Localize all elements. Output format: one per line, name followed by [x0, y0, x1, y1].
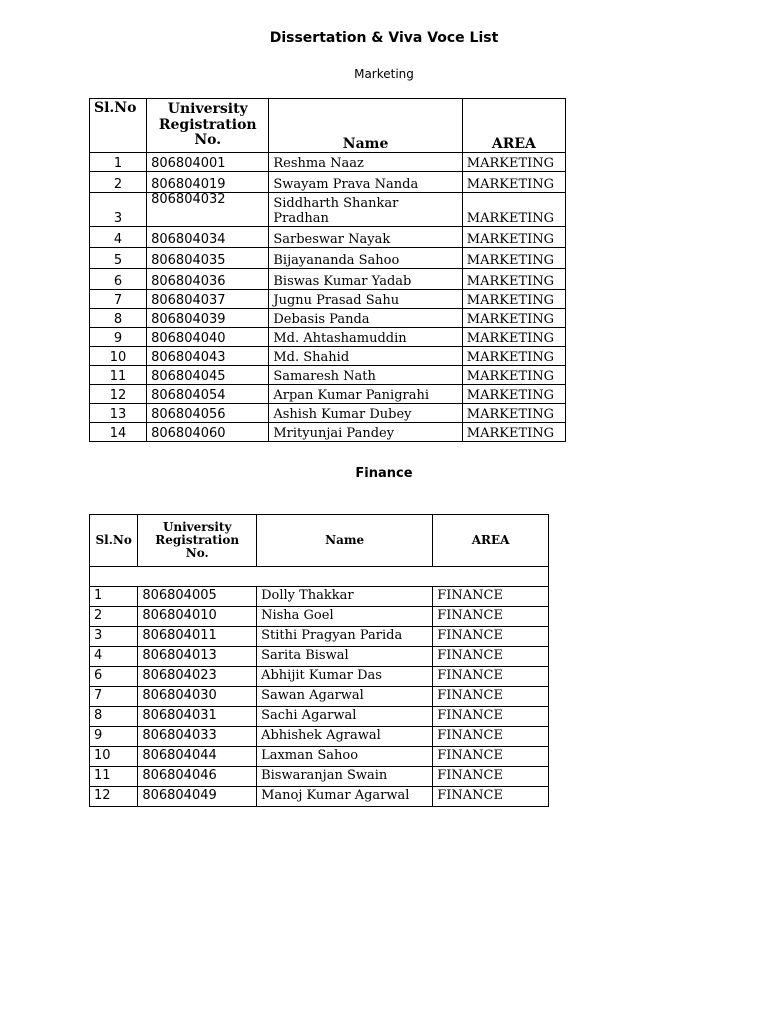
name-cell: Debasis Panda — [269, 309, 462, 328]
header-name: Name — [257, 515, 433, 567]
table-row — [90, 172, 566, 193]
name-cell: Dolly Thakkar — [257, 587, 433, 607]
sl-cell: 5 — [90, 248, 147, 269]
header-registration-no: University Registration No. — [147, 99, 269, 153]
table-row — [90, 687, 549, 707]
name-cell: Abhishek Agrawal — [257, 727, 433, 747]
area-cell: MARKETING — [462, 269, 565, 290]
table-row — [90, 366, 566, 385]
marketing-header-row — [90, 99, 566, 153]
sl-cell: 14 — [90, 423, 147, 442]
registration-cell: 806804043 — [147, 347, 269, 366]
registration-cell: 806804010 — [138, 607, 257, 627]
sl-cell: 9 — [90, 727, 138, 747]
area-cell: FINANCE — [433, 747, 549, 767]
registration-cell: 806804011 — [138, 627, 257, 647]
sl-cell: 9 — [90, 328, 147, 347]
sl-cell: 8 — [90, 707, 138, 727]
sl-cell: 4 — [90, 227, 147, 248]
name-cell: Md. Ahtashamuddin — [269, 328, 462, 347]
table-row — [90, 787, 549, 807]
registration-cell: 806804054 — [147, 385, 269, 404]
name-cell: Biswaranjan Swain — [257, 767, 433, 787]
area-cell: MARKETING — [462, 193, 565, 227]
registration-cell: 806804040 — [147, 328, 269, 347]
sl-cell: 6 — [90, 667, 138, 687]
table-row — [90, 290, 566, 309]
sl-cell: 1 — [90, 587, 138, 607]
header-registration-no: University Registration No. — [138, 515, 257, 567]
table-row — [90, 404, 566, 423]
registration-cell: 806804030 — [138, 687, 257, 707]
name-cell: Jugnu Prasad Sahu — [269, 290, 462, 309]
table-row — [90, 328, 566, 347]
sl-cell: 2 — [90, 607, 138, 627]
name-cell: Abhijit Kumar Das — [257, 667, 433, 687]
area-cell: FINANCE — [433, 607, 549, 627]
table-row — [90, 385, 566, 404]
finance-blank-row — [90, 567, 549, 587]
registration-cell: 806804033 — [138, 727, 257, 747]
registration-cell: 806804035 — [147, 248, 269, 269]
table-row — [90, 647, 549, 667]
registration-cell: 806804039 — [147, 309, 269, 328]
sl-cell: 7 — [90, 687, 138, 707]
registration-cell: 806804044 — [138, 747, 257, 767]
table-row — [90, 153, 566, 172]
finance-table — [89, 514, 549, 807]
registration-cell: 806804060 — [147, 423, 269, 442]
registration-cell: 806804049 — [138, 787, 257, 807]
table-row — [90, 347, 566, 366]
area-cell: FINANCE — [433, 787, 549, 807]
table-row — [90, 248, 566, 269]
name-cell: Arpan Kumar Panigrahi — [269, 385, 462, 404]
header-area: AREA — [433, 515, 549, 567]
finance-section-label: Finance — [355, 466, 413, 481]
table-row — [90, 423, 566, 442]
table-row — [90, 309, 566, 328]
name-cell: Siddharth Shankar Pradhan — [269, 193, 462, 227]
sl-cell: 11 — [90, 366, 147, 385]
table-row — [90, 667, 549, 687]
registration-cell: 806804032 — [147, 193, 269, 227]
area-cell: MARKETING — [462, 328, 565, 347]
registration-cell: 806804005 — [138, 587, 257, 607]
area-cell: FINANCE — [433, 587, 549, 607]
name-cell: Md. Shahid — [269, 347, 462, 366]
table-row — [90, 227, 566, 248]
table-row — [90, 587, 549, 607]
area-cell: FINANCE — [433, 667, 549, 687]
name-cell: Swayam Prava Nanda — [269, 172, 462, 193]
name-cell: Sachi Agarwal — [257, 707, 433, 727]
sl-cell: 2 — [90, 172, 147, 193]
header-area: AREA — [462, 99, 565, 153]
area-cell: MARKETING — [462, 172, 565, 193]
page-title: Dissertation & Viva Voce List — [269, 30, 499, 46]
registration-cell: 806804019 — [147, 172, 269, 193]
area-cell: FINANCE — [433, 647, 549, 667]
registration-cell: 806804023 — [138, 667, 257, 687]
name-cell: Biswas Kumar Yadab — [269, 269, 462, 290]
table-row — [90, 707, 549, 727]
registration-cell: 806804034 — [147, 227, 269, 248]
registration-cell: 806804031 — [138, 707, 257, 727]
area-cell: FINANCE — [433, 627, 549, 647]
sl-cell: 4 — [90, 647, 138, 667]
sl-cell: 8 — [90, 309, 147, 328]
registration-cell: 806804036 — [147, 269, 269, 290]
name-cell: Laxman Sahoo — [257, 747, 433, 767]
area-cell: MARKETING — [462, 248, 565, 269]
name-cell: Stithi Pragyan Parida — [257, 627, 433, 647]
name-cell: Sarita Biswal — [257, 647, 433, 667]
sl-cell: 12 — [90, 787, 138, 807]
name-cell: Mrityunjai Pandey — [269, 423, 462, 442]
name-cell: Reshma Naaz — [269, 153, 462, 172]
table-row — [90, 627, 549, 647]
sl-cell: 1 — [90, 153, 147, 172]
area-cell: FINANCE — [433, 767, 549, 787]
name-cell: Sarbeswar Nayak — [269, 227, 462, 248]
finance-header-row — [90, 515, 549, 567]
table-row — [90, 747, 549, 767]
sl-cell: 10 — [90, 747, 138, 767]
area-cell: MARKETING — [462, 423, 565, 442]
header-sl-no: Sl.No — [90, 99, 147, 153]
sl-cell: 11 — [90, 767, 138, 787]
name-cell: Samaresh Nath — [269, 366, 462, 385]
table-row — [90, 269, 566, 290]
blank-cell — [90, 567, 549, 587]
area-cell: MARKETING — [462, 385, 565, 404]
area-cell: MARKETING — [462, 290, 565, 309]
header-sl-no: Sl.No — [90, 515, 138, 567]
registration-cell: 806804037 — [147, 290, 269, 309]
area-cell: FINANCE — [433, 707, 549, 727]
area-cell: MARKETING — [462, 227, 565, 248]
name-cell: Ashish Kumar Dubey — [269, 404, 462, 423]
name-cell: Nisha Goel — [257, 607, 433, 627]
sl-cell: 10 — [90, 347, 147, 366]
area-cell: FINANCE — [433, 727, 549, 747]
registration-cell: 806804056 — [147, 404, 269, 423]
sl-cell: 3 — [90, 627, 138, 647]
table-row — [90, 607, 549, 627]
table-row — [90, 767, 549, 787]
area-cell: MARKETING — [462, 347, 565, 366]
marketing-table — [89, 98, 566, 442]
table-row — [90, 727, 549, 747]
sl-cell: 7 — [90, 290, 147, 309]
sl-cell: 13 — [90, 404, 147, 423]
sl-cell: 6 — [90, 269, 147, 290]
area-cell: MARKETING — [462, 153, 565, 172]
name-cell: Manoj Kumar Agarwal — [257, 787, 433, 807]
name-cell: Bijayananda Sahoo — [269, 248, 462, 269]
area-cell: MARKETING — [462, 366, 565, 385]
area-cell: MARKETING — [462, 404, 565, 423]
registration-cell: 806804046 — [138, 767, 257, 787]
sl-cell: 12 — [90, 385, 147, 404]
registration-cell: 806804013 — [138, 647, 257, 667]
sl-cell: 3 — [90, 193, 147, 227]
area-cell: MARKETING — [462, 309, 565, 328]
area-cell: FINANCE — [433, 687, 549, 707]
registration-cell: 806804045 — [147, 366, 269, 385]
marketing-section-label: Marketing — [354, 67, 414, 81]
registration-cell: 806804001 — [147, 153, 269, 172]
table-row — [90, 193, 566, 227]
name-cell: Sawan Agarwal — [257, 687, 433, 707]
header-name: Name — [269, 99, 462, 153]
